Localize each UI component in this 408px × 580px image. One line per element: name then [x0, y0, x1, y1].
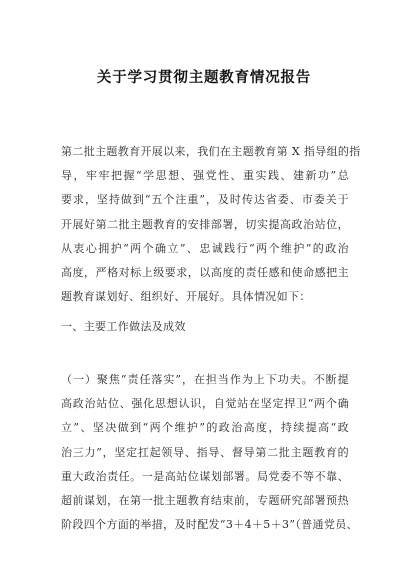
paragraph-line: 阶段四个方面的举措，及时配发“3＋4＋5＋3”（普通党员、	[61, 518, 358, 532]
paragraph-line: 从衷心拥护“两个确立”、忠诚践行“两个维护”的政治	[61, 241, 349, 255]
paragraph-line: 导，牢牢把握“学思想、强党性、重实践、建新功”总	[61, 169, 349, 183]
paragraph-line: 立”、坚决做到“两个维护”的政治高度，持续提高“政	[61, 421, 349, 435]
paragraph-line: 要求，坚持做到“五个注重”，及时传达省委、市委关于	[61, 193, 349, 207]
paragraph-line: 超前谋划，在第一批主题教育结束前，专题研究部署预热	[61, 494, 349, 508]
intro-paragraph	[61, 140, 361, 309]
paragraph-line: （一）聚焦“责任落实”，在担当作为上下功夫。不断提	[61, 373, 349, 386]
document-title: 关于学习贯彻主题教育情况报告	[96, 69, 312, 86]
section-heading: 一、主要工作做法及成效	[61, 320, 186, 333]
paragraph-line: 高度，严格对标上级要求，以高度的责任感和使命感把主	[61, 266, 349, 280]
paragraph-line: 第二批主题教育开展以来，我们在主题教育第 X 指导组的指	[61, 145, 361, 158]
paragraph-line: 治三力”，坚定扛起领导、指导、督导第二批主题教育的	[61, 445, 349, 459]
paragraph-line: 开展好第二批主题教育的安排部署，切实提高政治站位，	[61, 217, 349, 231]
paragraph-line: 重大政治责任。一是高站位谋划部署。局党委不等不靠、	[61, 469, 349, 483]
paragraph-line: 高政治站位、强化思想认识，自觉站在坚定捍卫“两个确	[61, 397, 349, 411]
paragraph-line: 题教育谋划好、组织好、开展好。具体情况如下：	[61, 290, 311, 304]
body-paragraph	[61, 368, 358, 537]
